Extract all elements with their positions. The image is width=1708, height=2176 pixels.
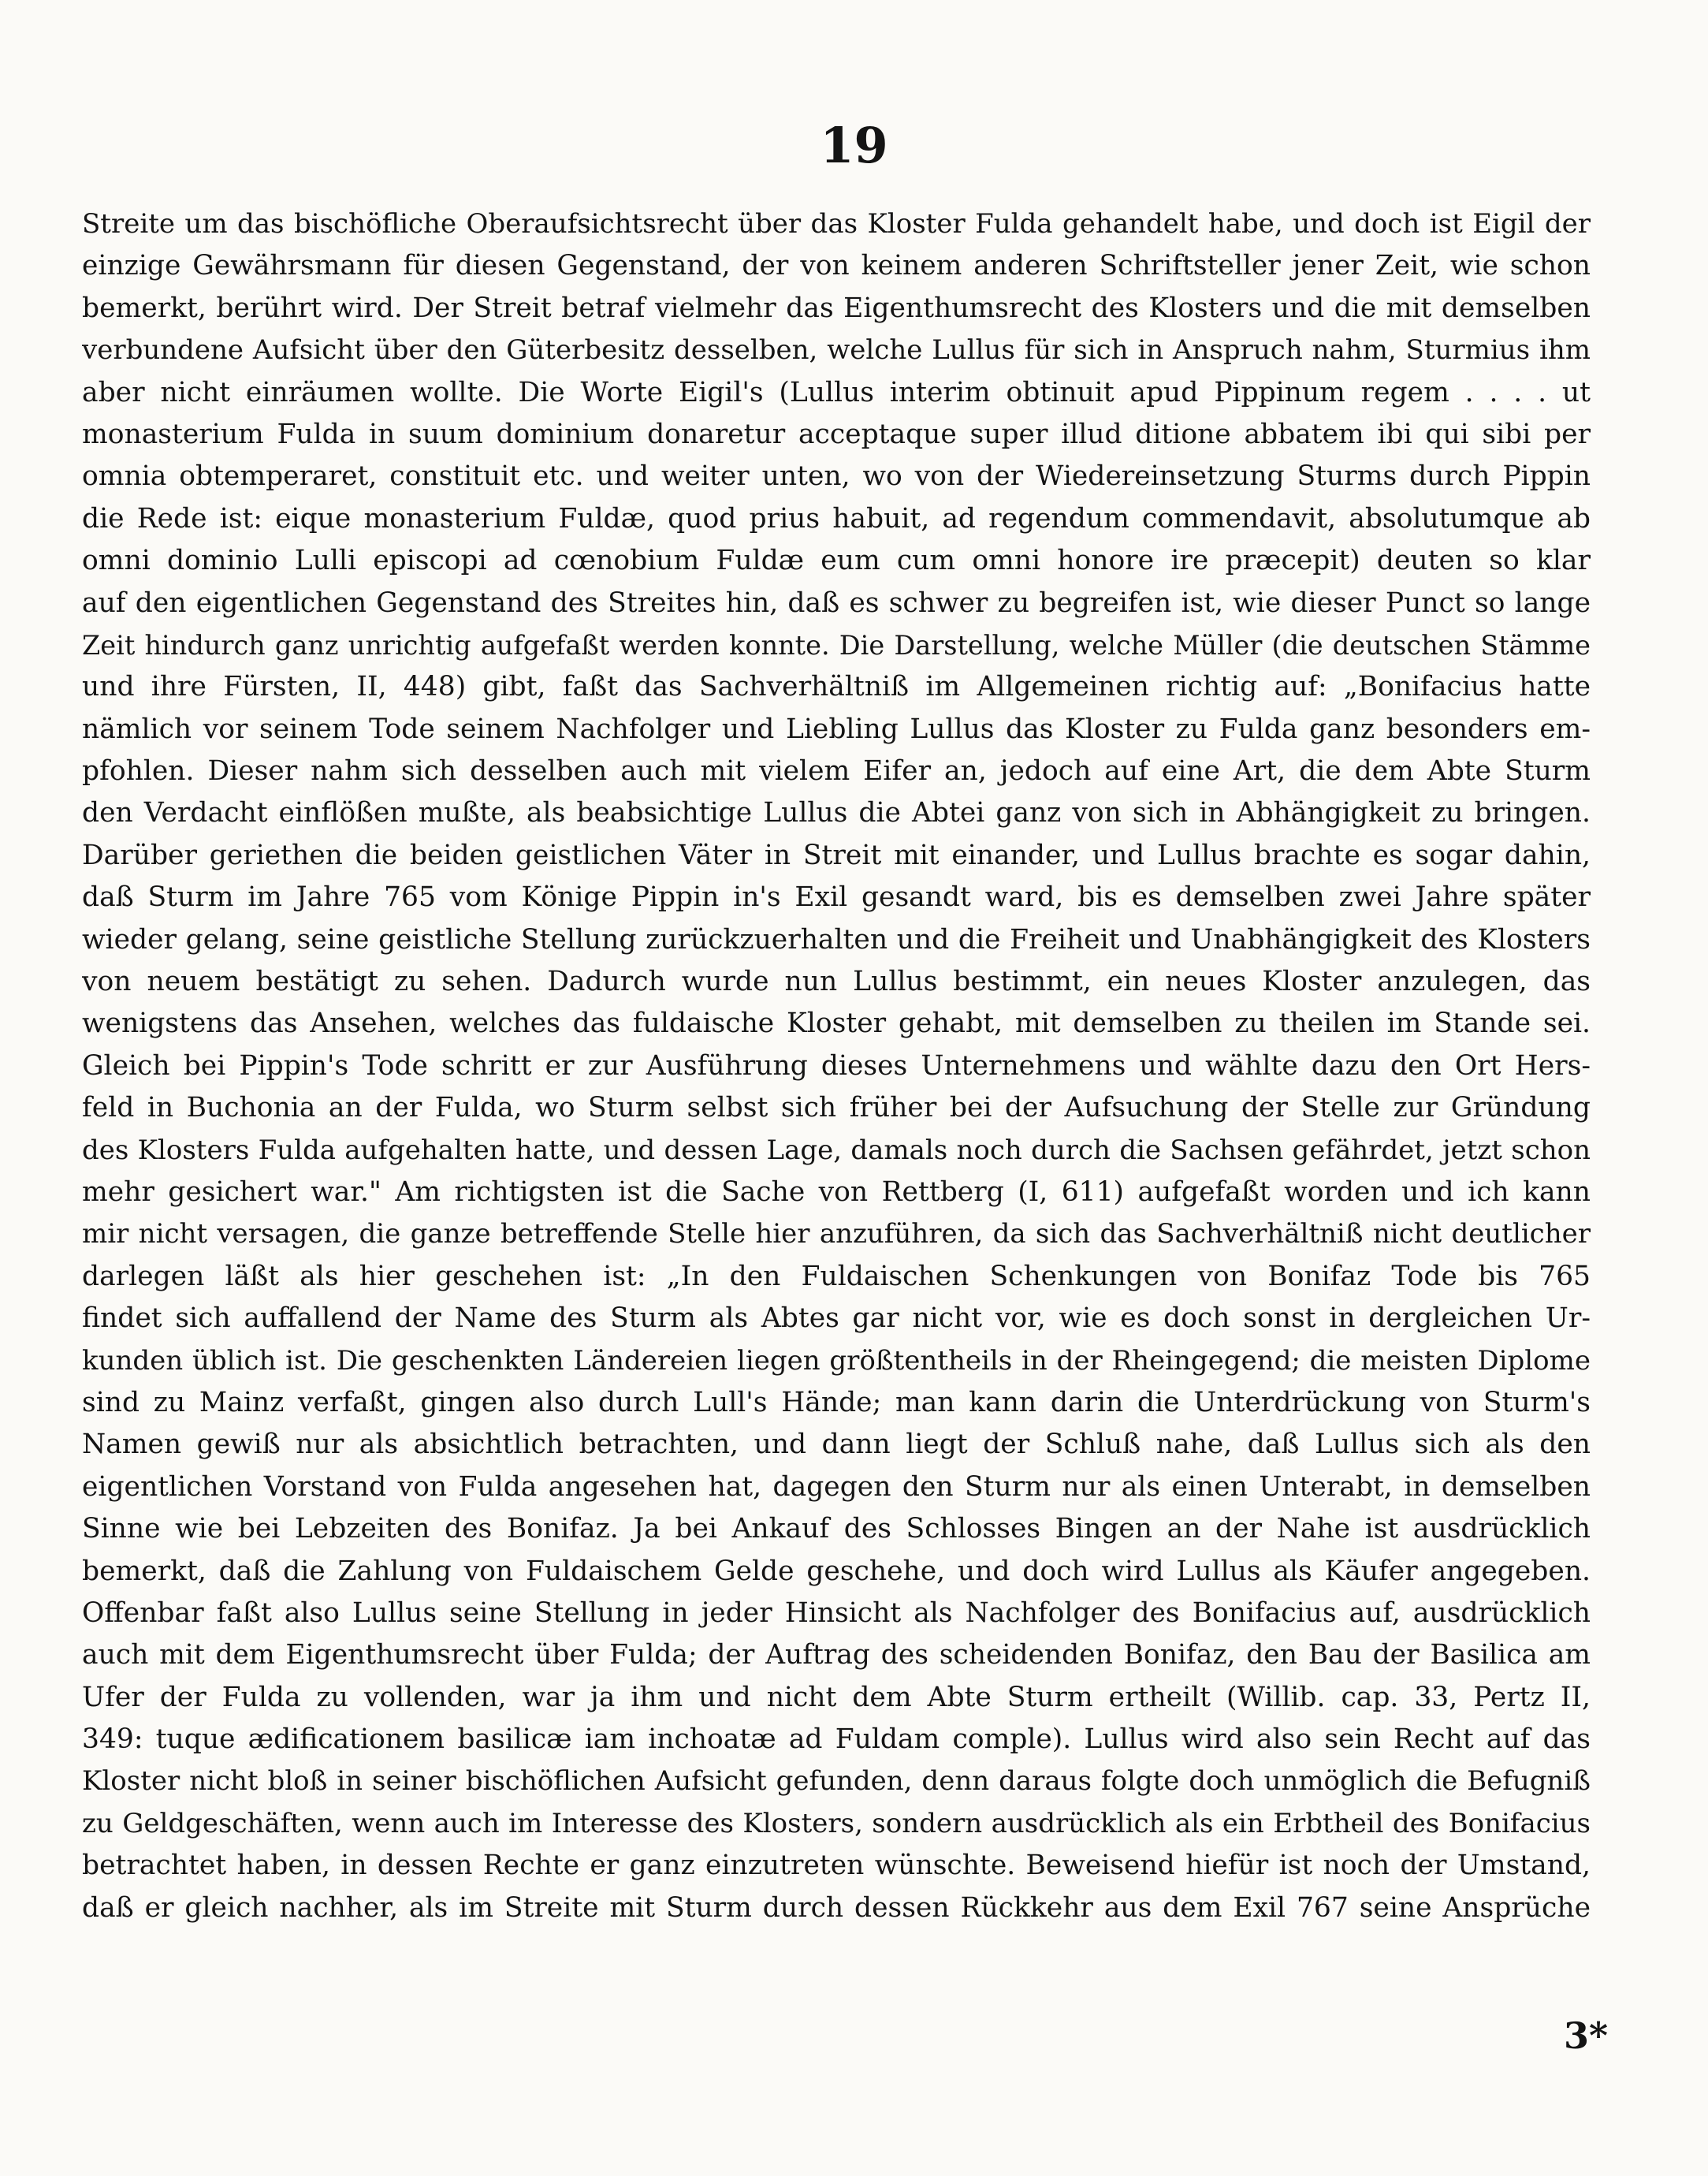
text-line: verbundene Aufsicht über den Güterbesitz desselben, welche Lullus für sich in Anspruch nahm, Sturmius ihm xyxy=(82,334,1591,367)
text-line: und ihre Fürsten, II, 448) gibt, faßt das Sachverhältniß im Allgemeinen richtig auf: „Bonifacius hatte xyxy=(82,671,1591,703)
text-line: eigentlichen Vorstand von Fulda angesehen hat, dagegen den Sturm nur als einen Unterabt, in demselben xyxy=(82,1470,1591,1503)
signature-mark: 3* xyxy=(1563,2014,1608,2057)
text-line: daß er gleich nachher, als im Streite mit Sturm durch dessen Rückkehr aus dem Exil 767 seine Ansprüche xyxy=(82,1891,1591,1924)
text-line: 349: tuque ædificationem basilicæ iam inchoatæ ad Fuldam comple). Lullus wird also sein Recht auf das xyxy=(82,1723,1591,1756)
text-line: feld in Buchonia an der Fulda, wo Sturm selbst sich früher bei der Aufsuchung der Stelle zur Gründung xyxy=(82,1092,1591,1124)
text-line: nämlich vor seinem Tode seinem Nachfolger und Liebling Lullus das Kloster zu Fulda ganz besonders em- xyxy=(82,713,1591,745)
text-line: Zeit hindurch ganz unrichtig aufgefaßt werden konnte. Die Darstellung, welche Müller (die deutschen Stämme xyxy=(82,629,1591,661)
text-line: Kloster nicht bloß in seiner bischöflichen Aufsicht gefunden, denn daraus folgte doch unmöglich die Befugniß xyxy=(82,1765,1591,1798)
text-line: des Klosters Fulda aufgehalten hatte, und dessen Lage, damals noch durch die Sachsen gefährdet, jetzt schon xyxy=(82,1134,1591,1166)
text-line: Gleich bei Pippin's Tode schritt er zur Ausführung dieses Unternehmens und wählte dazu den Ort Hers- xyxy=(82,1049,1591,1082)
text-line: mehr gesichert war." Am richtigsten ist die Sache von Rettberg (I, 611) aufgefaßt worden und ich kann xyxy=(82,1176,1591,1208)
text-line: auch mit dem Eigenthumsrecht über Fulda; der Auftrag des scheidenden Bonifaz, den Bau der Basilica am xyxy=(82,1639,1591,1671)
text-line: betrachtet haben, in dessen Rechte er ganz einzutreten wünschte. Beweisend hiefür ist noch der Umstand, xyxy=(82,1850,1591,1882)
text-line: Streite um das bischöfliche Oberaufsichtsrecht über das Kloster Fulda gehandelt habe, und doch ist Eigil der xyxy=(82,208,1591,240)
body-text xyxy=(82,203,1591,1929)
text-line: Ufer der Fulda zu vollenden, war ja ihm und nicht dem Abte Sturm ertheilt (Willib. cap. 33, Pertz II, xyxy=(82,1681,1591,1713)
text-line: Namen gewiß nur als absichtlich betrachten, und dann liegt der Schluß nahe, daß Lullus sich als den xyxy=(82,1429,1591,1461)
text-line: kunden üblich ist. Die geschenkten Ländereien liegen größtentheils in der Rheingegend; die meisten Diplome xyxy=(82,1344,1591,1377)
text-line: von neuem bestätigt zu sehen. Dadurch wurde nun Lullus bestimmt, ein neues Kloster anzulegen, das xyxy=(82,966,1591,998)
text-line: bemerkt, berührt wird. Der Streit betraf vielmehr das Eigenthumsrecht des Klosters und die mit demselben xyxy=(82,292,1591,324)
text-line: mir nicht versagen, die ganze betreffende Stelle hier anzuführen, da sich das Sachverhältniß nicht deutlicher xyxy=(82,1218,1591,1250)
text-line: sind zu Mainz verfaßt, gingen also durch Lull's Hände; man kann darin die Unterdrückung von Sturm's xyxy=(82,1386,1591,1418)
text-line: darlegen läßt als hier geschehen ist: „In den Fuldaischen Schenkungen von Bonifaz Tode bis 765 xyxy=(82,1260,1591,1292)
text-line: zu Geldgeschäften, wenn auch im Interesse des Klosters, sondern ausdrücklich als ein Erbtheil des Bonifacius xyxy=(82,1807,1591,1839)
text-line: pfohlen. Dieser nahm sich desselben auch mit vielem Eifer an, jedoch auf eine Art, die dem Abte Sturm xyxy=(82,755,1591,788)
text-line: omnia obtemperaret, constituit etc. und weiter unten, wo von der Wiedereinsetzung Sturms durch Pippin xyxy=(82,460,1591,493)
text-line: die Rede ist: eique monasterium Fuldæ, quod prius habuit, ad regendum commendavit, absolutumque ab xyxy=(82,502,1591,535)
text-line: omni dominio Lulli episcopi ad cœnobium Fuldæ eum cum omni honore ire præcepit) deuten so klar xyxy=(82,545,1591,577)
text-line: wieder gelang, seine geistliche Stellung zurückzuerhalten und die Freiheit und Unabhängigkeit des Klosters xyxy=(82,923,1591,956)
text-line: aber nicht einräumen wollte. Die Worte Eigil's (Lullus interim obtinuit apud Pippinum regem . . . . ut xyxy=(82,376,1591,408)
text-line: Sinne wie bei Lebzeiten des Bonifaz. Ja bei Ankauf des Schlosses Bingen an der Nahe ist ausdrücklich xyxy=(82,1513,1591,1545)
text-line: findet sich auffallend der Name des Sturm als Abtes gar nicht vor, wie es doch sonst in dergleichen Ur- xyxy=(82,1302,1591,1335)
text-line: auf den eigentlichen Gegenstand des Streites hin, daß es schwer zu begreifen ist, wie dieser Punct so lange xyxy=(82,587,1591,619)
text-line: bemerkt, daß die Zahlung von Fuldaischem Gelde geschehe, und doch wird Lullus als Käufer angegeben. xyxy=(82,1555,1591,1587)
text-line: einzige Gewährsmann für diesen Gegenstand, der von keinem anderen Schriftsteller jener Zeit, wie schon xyxy=(82,250,1591,282)
text-line: den Verdacht einflößen mußte, als beabsichtige Lullus die Abtei ganz von sich in Abhängigkeit zu bringen. xyxy=(82,797,1591,829)
text-line: daß Sturm im Jahre 765 vom Könige Pippin in's Exil gesandt ward, bis es demselben zwei Jahre später xyxy=(82,881,1591,914)
text-line: wenigstens das Ansehen, welches das fuldaische Kloster gehabt, mit demselben zu theilen im Stande sei. xyxy=(82,1008,1591,1040)
text-line: monasterium Fulda in suum dominium donaretur acceptaque super illud ditione abbatem ibi qui sibi per xyxy=(82,418,1591,450)
page-number: 19 xyxy=(820,117,888,174)
text-line: Darüber geriethen die beiden geistlichen Väter in Streit mit einander, und Lullus brachte es sogar dahin, xyxy=(82,839,1591,871)
text-line: Offenbar faßt also Lullus seine Stellung in jeder Hinsicht als Nachfolger des Bonifacius auf, ausdrücklich xyxy=(82,1597,1591,1629)
